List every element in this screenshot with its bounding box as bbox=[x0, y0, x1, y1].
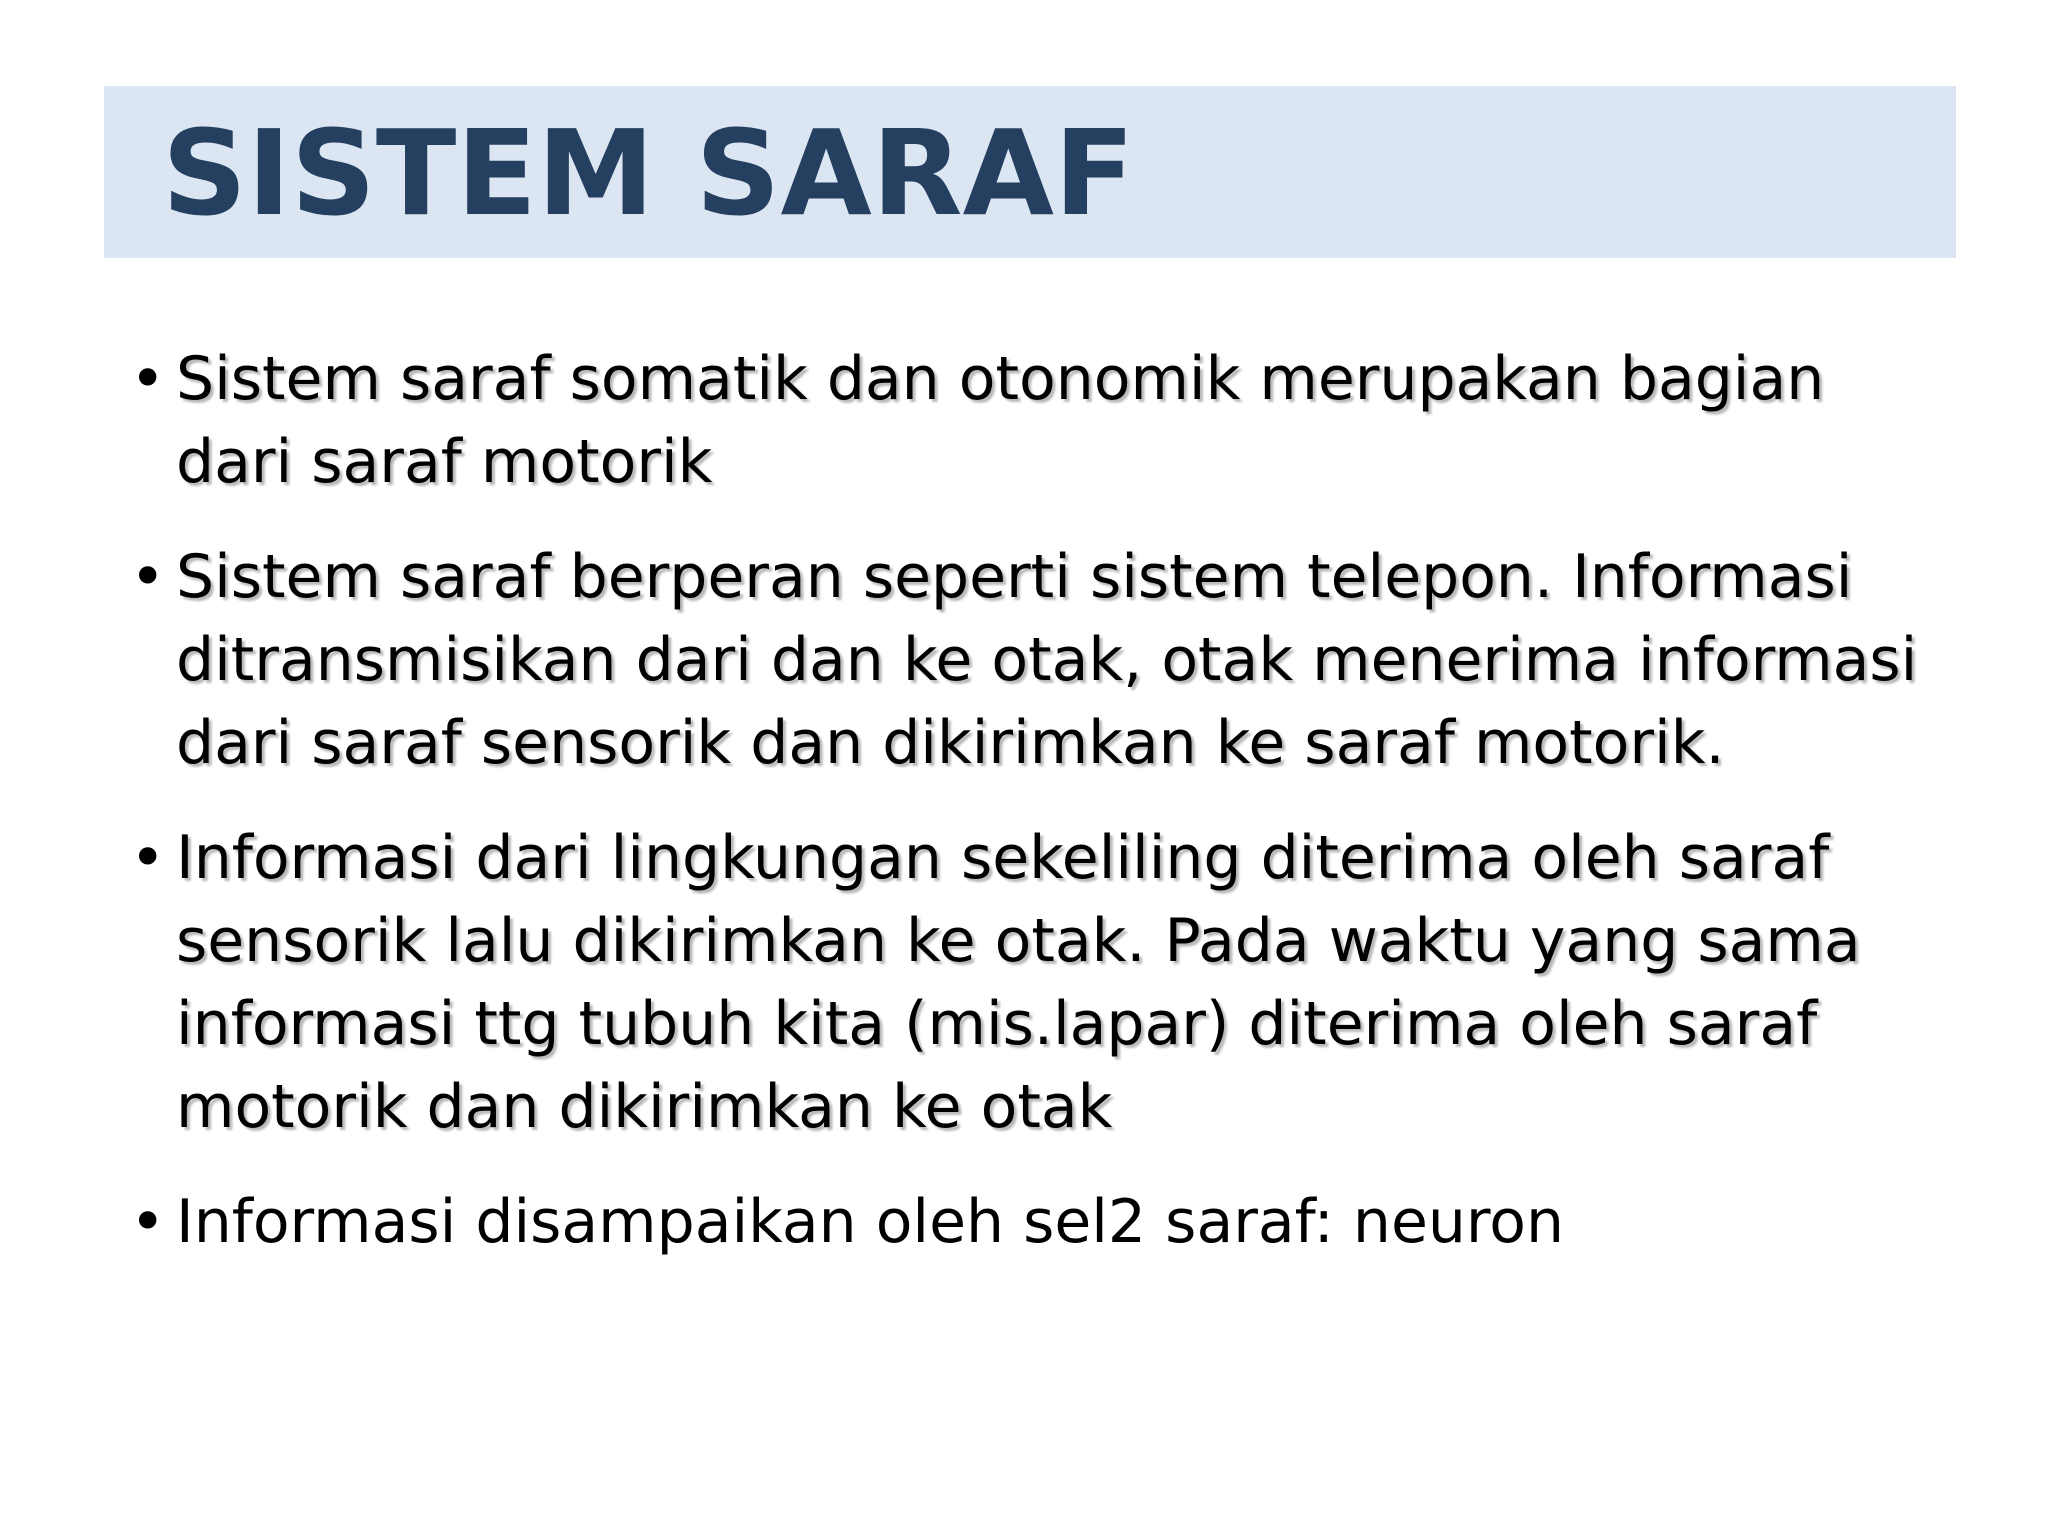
bullet-marker: • bbox=[130, 344, 166, 414]
bullet-item bbox=[130, 536, 1920, 785]
bullet-marker: • bbox=[130, 1187, 166, 1257]
bullet-item bbox=[130, 1181, 1920, 1264]
bullet-item bbox=[130, 338, 1920, 504]
bullet-marker: • bbox=[130, 542, 166, 612]
bullet-text: Sistem saraf berperan seperti sistem telepon. Informasi ditransmisikan dari dan ke otak, otak menerima informasi dari saraf sensorik dan dikirimkan ke saraf motorik. bbox=[176, 542, 1918, 778]
slide-title: SISTEM SARAF bbox=[162, 104, 1135, 242]
bullet-marker: • bbox=[130, 823, 166, 893]
bullet-text: Informasi disampaikan oleh sel2 saraf: neuron bbox=[176, 1187, 1564, 1257]
bullet-text: Informasi dari lingkungan sekeliling diterima oleh saraf sensorik lalu dikirimkan ke otak. Pada waktu yang sama informasi ttg tubuh kita (mis.lapar) diterima oleh saraf motorik dan dikirimkan ke otak bbox=[176, 823, 1861, 1142]
title-band bbox=[104, 86, 1956, 258]
bullet-item bbox=[130, 817, 1920, 1149]
bullet-text: Sistem saraf somatik dan otonomik merupakan bagian dari saraf motorik bbox=[176, 344, 1825, 497]
bullet-list bbox=[130, 338, 1920, 1296]
